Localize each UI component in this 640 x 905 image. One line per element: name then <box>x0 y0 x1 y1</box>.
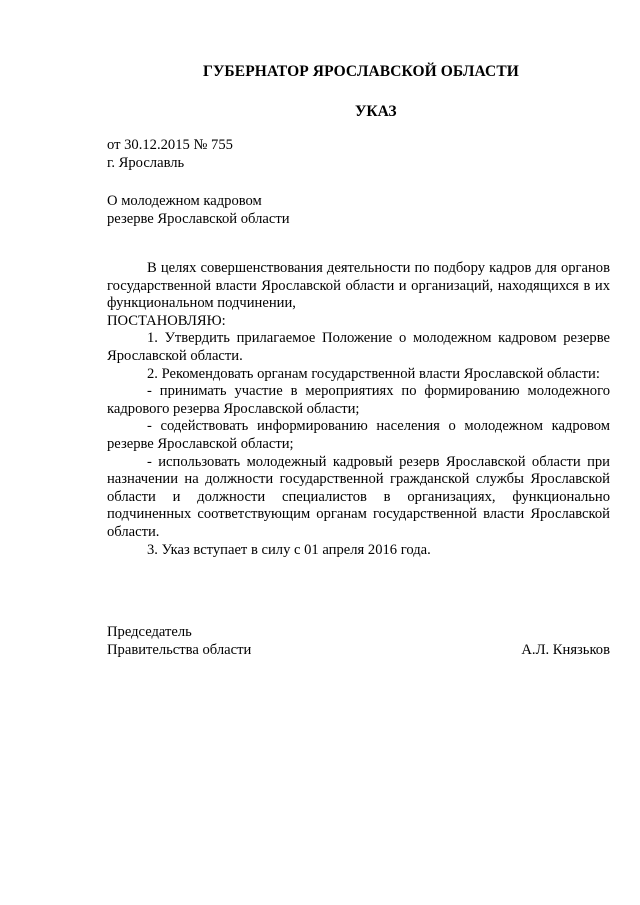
item-2: 2. Рекомендовать органам государственной власти Ярославской области: <box>147 365 600 382</box>
resolve-word: ПОСТАНОВЛЯЮ: <box>107 312 226 329</box>
item-2-b: - содействовать информированию населения о молодежном кадровом резерве Ярославской области; <box>107 418 610 452</box>
signature-block <box>107 624 610 659</box>
signer-position-line-2: Правительства области <box>107 641 252 658</box>
document-subject <box>107 193 290 228</box>
item-3: 3. Указ вступает в силу с 01 апреля 2016 года. <box>147 541 431 558</box>
issuer-title: ГУБЕРНАТОР ЯРОСЛАВСКОЙ ОБЛАСТИ <box>203 63 519 80</box>
document-type: УКАЗ <box>355 103 397 120</box>
item-2-c: - использовать молодежный кадровый резерв Ярославской области при назначении на должности государственной гражданской службы Ярославской области и должности специалистов в организациях, функционально подчиненных соответствующим органам государственной власти Ярославской области. <box>107 453 610 540</box>
signer-position-line-1: Председатель <box>107 624 192 640</box>
preamble-paragraph: В целях совершенствования деятельности по подбору кадров для органов государственной власти Ярославской области и организаций, находящихся в их функциональном подчинении, <box>107 260 610 312</box>
item-1: 1. Утвердить прилагаемое Положение о молодежном кадровом резерве Ярославской области. <box>107 330 610 364</box>
document-body <box>107 260 610 559</box>
date-number: от 30.12.2015 № 755 <box>107 137 233 153</box>
signer-name: А.Л. Князьков <box>521 641 610 658</box>
city: г. Ярославль <box>107 154 185 171</box>
subject-line-1: О молодежном кадровом <box>107 193 262 209</box>
item-2-a: - принимать участие в мероприятиях по формированию молодежного кадрового резерва Ярославской области; <box>107 383 610 417</box>
document-meta <box>107 137 233 172</box>
subject-line-2: резерве Ярославской области <box>107 210 290 227</box>
